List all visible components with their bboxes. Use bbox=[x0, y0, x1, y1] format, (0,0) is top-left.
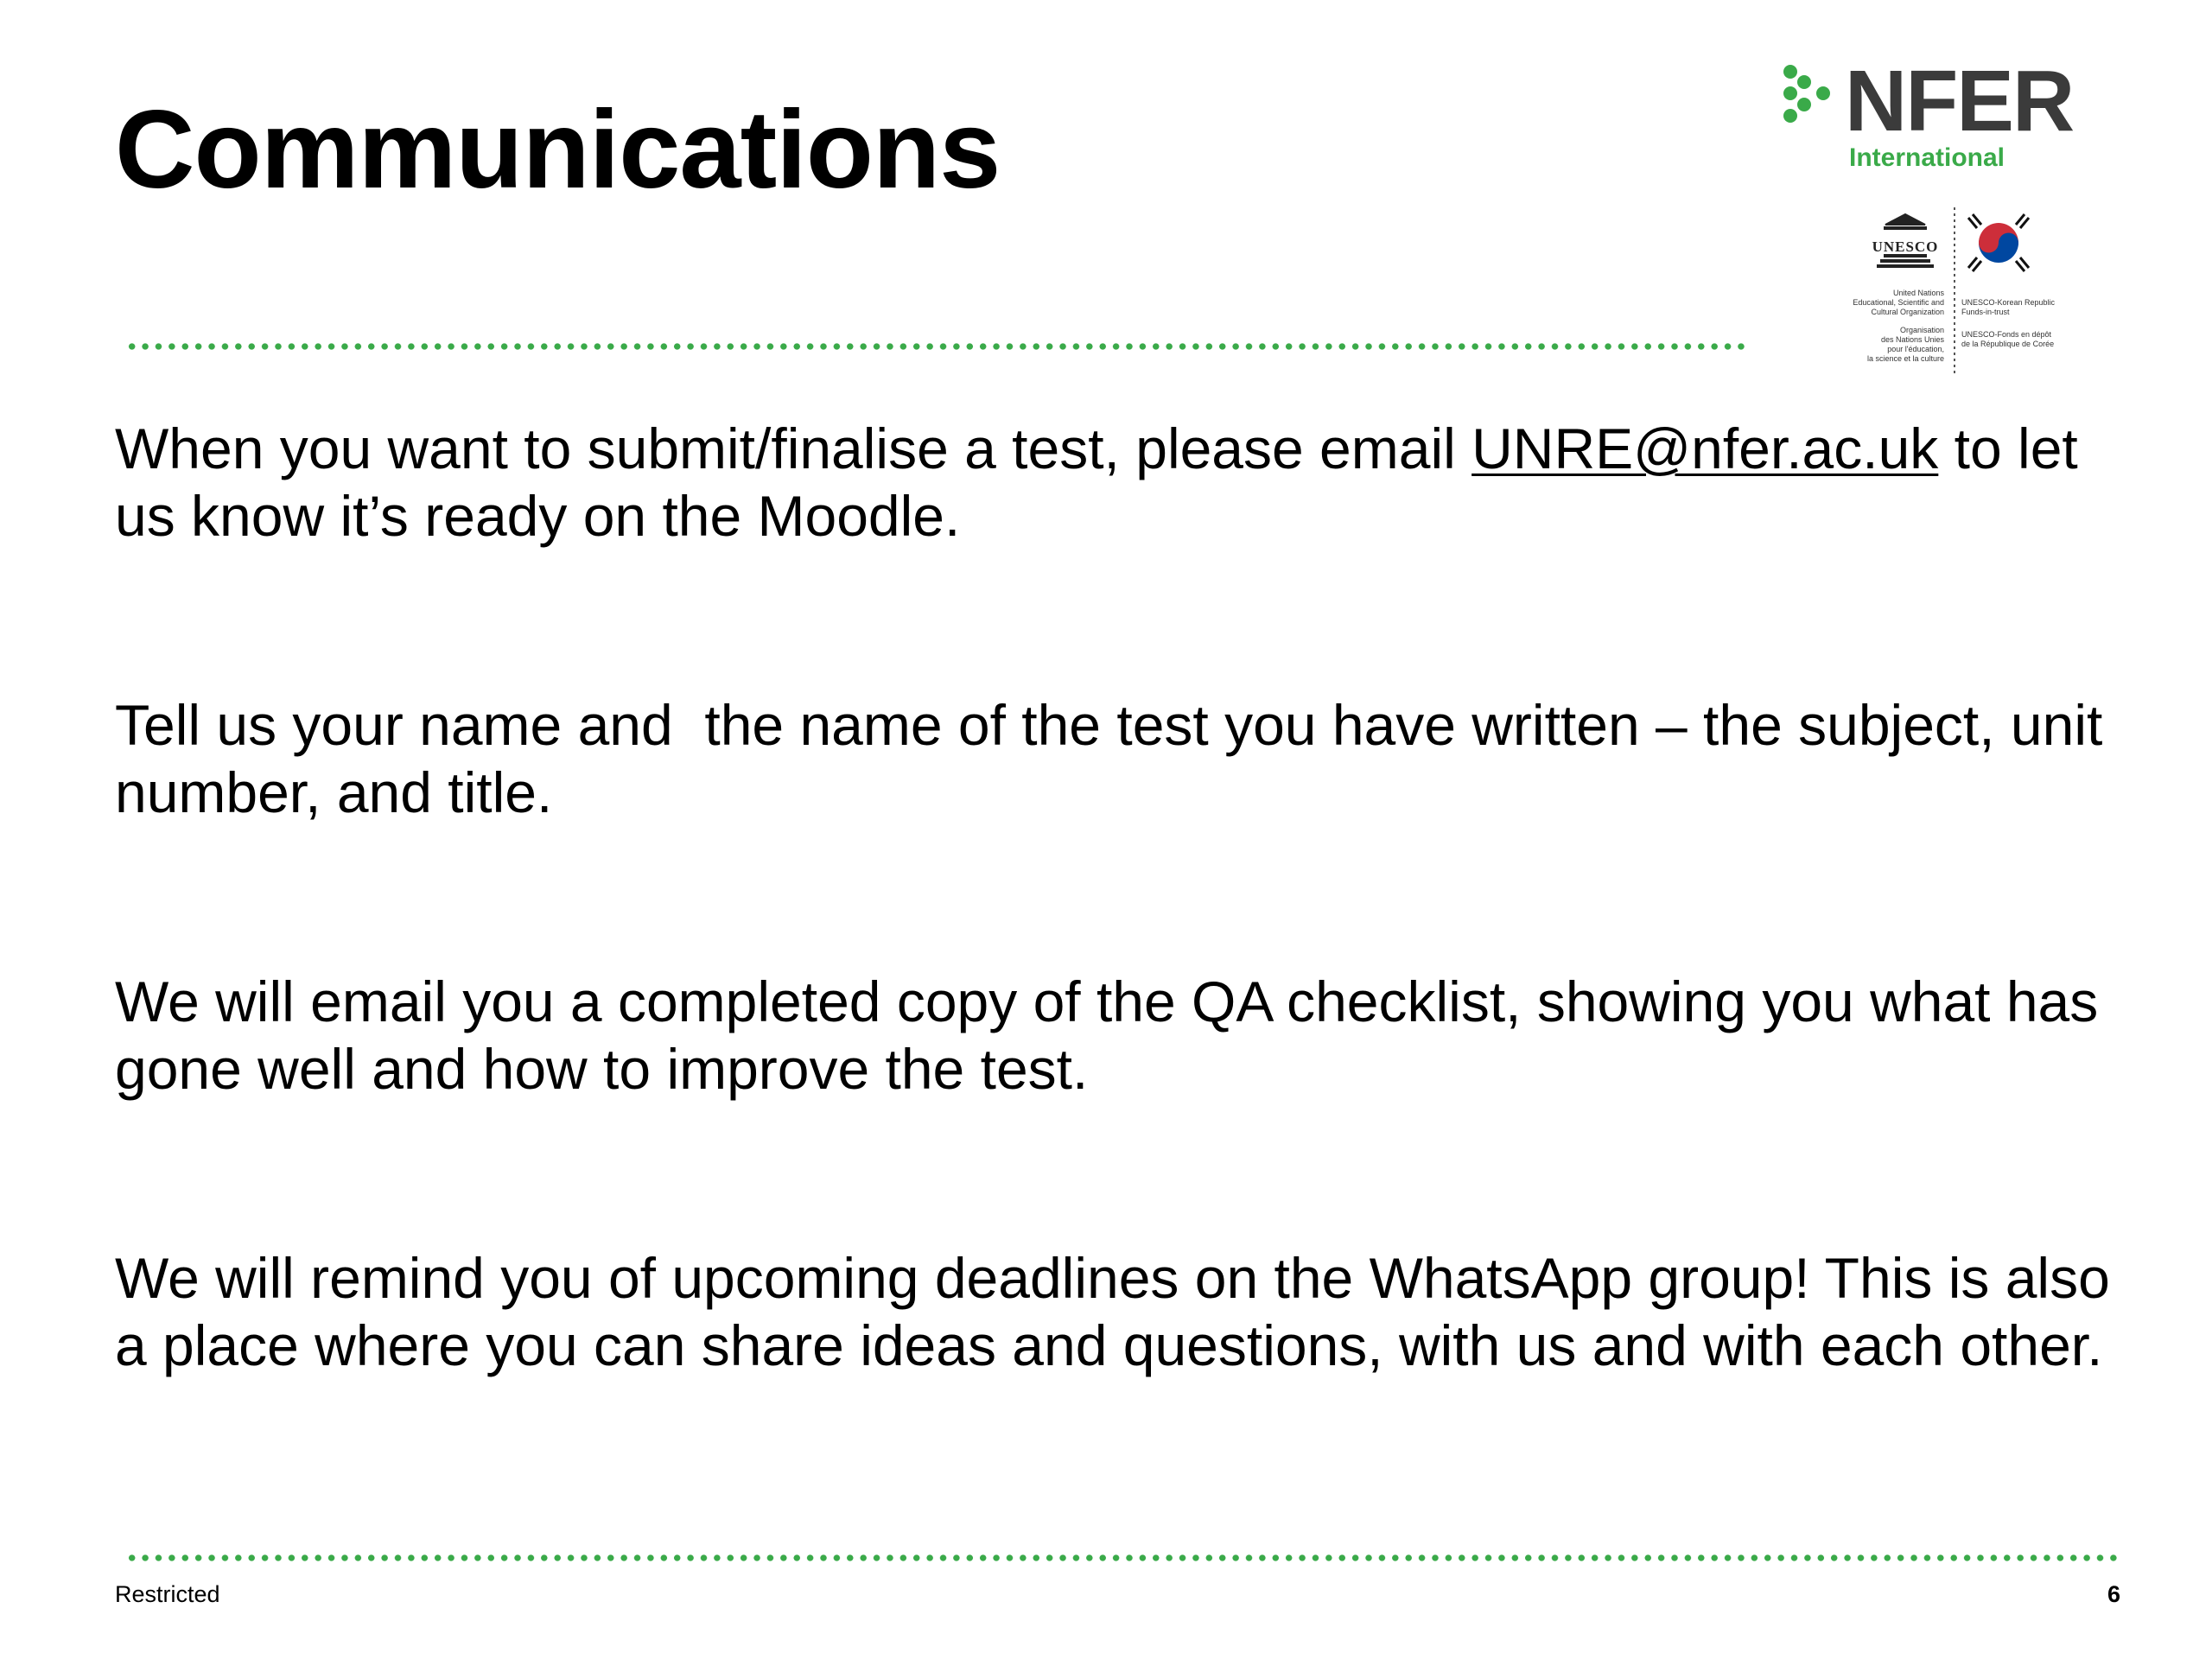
page-number: 6 bbox=[2107, 1581, 2120, 1607]
svg-text:la science et la culture: la science et la culture bbox=[1866, 354, 1944, 363]
korea-flag-icon bbox=[1968, 214, 2029, 271]
unesco-wordmark: UNESCO bbox=[1872, 238, 1939, 255]
paragraph-whatsapp: We will remind you of upcoming deadlines on the WhatsApp group! This is also a place where you can share ideas and questions, with us and with each other. bbox=[115, 1246, 2126, 1377]
nfer-logo bbox=[1776, 59, 2121, 180]
svg-text:Educational, Scientific and: Educational, Scientific and bbox=[1853, 298, 1944, 307]
nfer-logo-subtitle: International bbox=[1849, 143, 2005, 172]
svg-text:de la République de Corée: de la République de Corée bbox=[1961, 340, 2055, 348]
svg-text:Funds-in-trust: Funds-in-trust bbox=[1961, 308, 2010, 316]
unesco-temple-icon bbox=[1872, 214, 1939, 268]
svg-text:UNESCO-Korean Republic: UNESCO-Korean Republic bbox=[1961, 298, 2056, 307]
footer-divider bbox=[125, 1554, 2121, 1562]
paragraph-submit-lead: When you want to submit/finalise a test, please email bbox=[115, 416, 1472, 480]
svg-text:UNESCO-Fonds en dépôt: UNESCO-Fonds en dépôt bbox=[1961, 330, 2052, 339]
paragraph-feedback: We will email you a completed copy of the QA checklist, showing you what has gone well and how to improve the test. bbox=[115, 969, 2114, 1101]
paragraph-submit bbox=[115, 415, 2120, 550]
unesco-korea-logo bbox=[1815, 199, 2100, 385]
nfer-dots-icon bbox=[1783, 65, 1830, 123]
unesco-text-left bbox=[1853, 289, 1944, 363]
svg-text:Cultural Organization: Cultural Organization bbox=[1871, 308, 1944, 316]
unesco-text-right bbox=[1961, 298, 2056, 348]
paragraph-details: Tell us your name and the name of the test you have written – the subject, unit number, and title. bbox=[115, 693, 2119, 824]
slide-body bbox=[115, 415, 2126, 1379]
slide-title: Communications bbox=[115, 88, 1001, 212]
paragraph-submit-tail: to let us know it’s ready on the Moodle. bbox=[115, 416, 2094, 548]
svg-text:des Nations Unies: des Nations Unies bbox=[1880, 335, 1944, 344]
nfer-logo-name: NFER bbox=[1845, 59, 2074, 149]
svg-text:Organisation: Organisation bbox=[1899, 326, 1944, 334]
email-link[interactable]: UNRE@nfer.ac.uk bbox=[1471, 416, 1939, 480]
svg-text:United Nations: United Nations bbox=[1892, 289, 1944, 297]
footer-classification: Restricted bbox=[115, 1581, 220, 1607]
svg-text:pour l'éducation,: pour l'éducation, bbox=[1887, 345, 1944, 353]
title-divider bbox=[125, 342, 1750, 351]
